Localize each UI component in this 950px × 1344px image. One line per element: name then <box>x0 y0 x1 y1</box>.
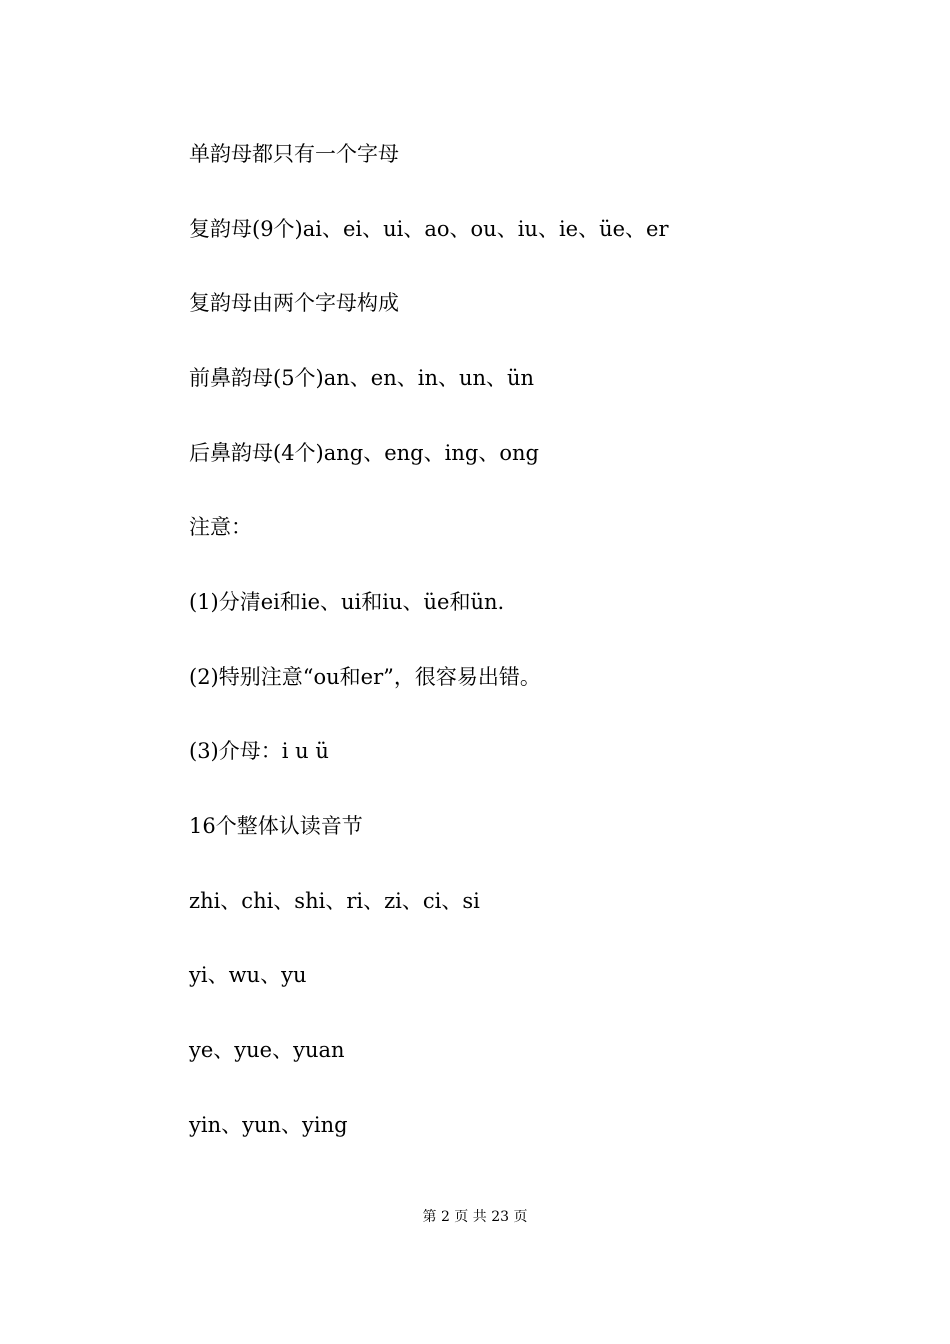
line-note-2: (2)特别注意“ou和er”，很容易出错。 <box>189 665 541 689</box>
line-compound-vowels-note: 复韵母由两个字母构成 <box>189 291 399 315</box>
line-note-1: (1)分清ei和ie、ui和iu、üe和ün. <box>189 590 505 614</box>
line-single-vowels-note: 单韵母都只有一个字母 <box>189 142 399 166</box>
line-note-3: (3)介母：i u ü <box>189 739 329 763</box>
line-attention-heading: 注意： <box>189 515 252 539</box>
line-syllables-1: zhi、chi、shi、ri、zi、ci、si <box>189 889 480 913</box>
line-compound-vowels: 复韵母(9个)ai、ei、ui、ao、ou、iu、ie、üe、er <box>189 217 669 241</box>
line-syllables-4: yin、yun、ying <box>189 1113 348 1137</box>
page-footer <box>0 1208 950 1226</box>
line-syllables-3: ye、yue、yuan <box>189 1038 345 1062</box>
page-number-label: 第 2 页 共 23 页 <box>422 1209 528 1225</box>
line-syllables-2: yi、wu、yu <box>189 963 307 987</box>
line-whole-syllables-heading: 16个整体认读音节 <box>189 814 363 838</box>
line-back-nasal-vowels: 后鼻韵母(4个)ang、eng、ing、ong <box>189 441 539 465</box>
line-front-nasal-vowels: 前鼻韵母(5个)an、en、in、un、ün <box>189 366 535 390</box>
